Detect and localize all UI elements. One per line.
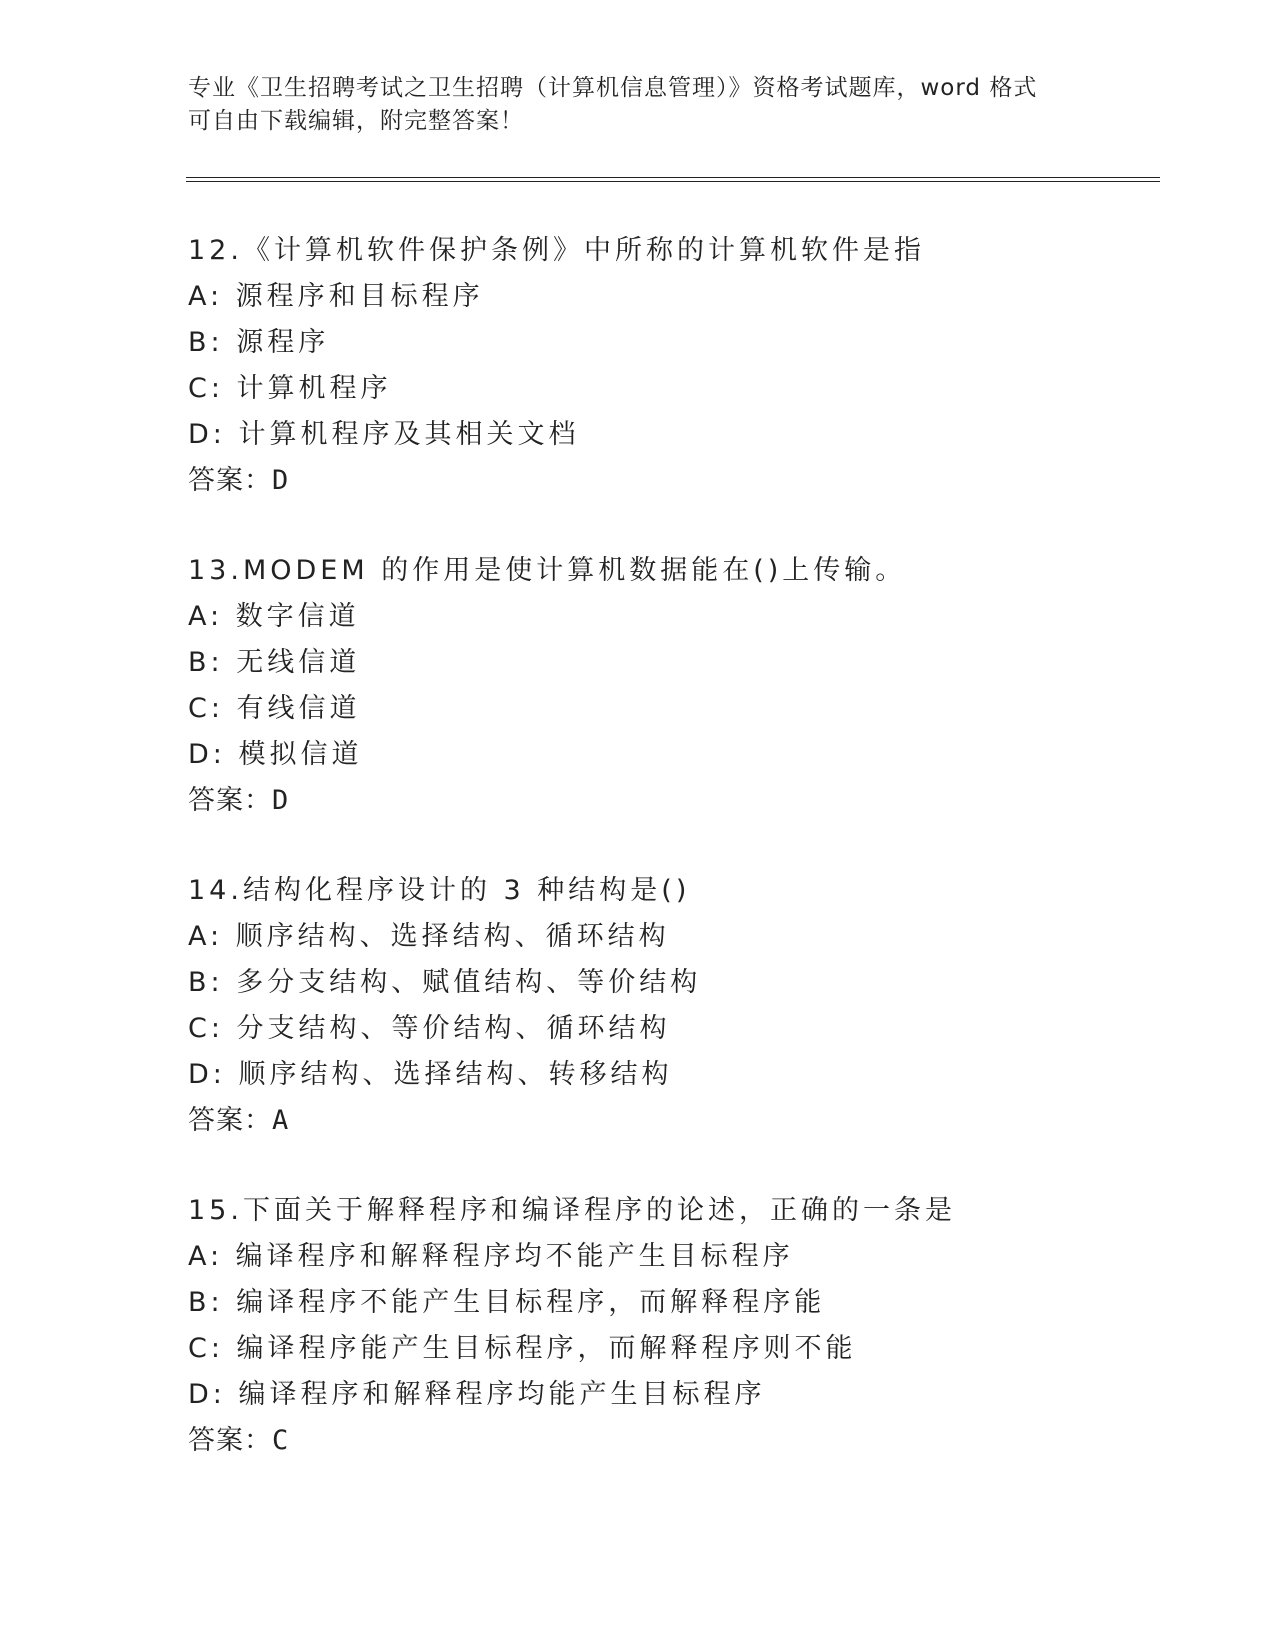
option-b: B: 源程序 [188, 327, 330, 358]
option-c: C: 有线信道 [188, 693, 361, 724]
option-d: D: 顺序结构、选择结构、转移结构 [188, 1059, 673, 1090]
answer-value: C [272, 1425, 290, 1456]
option-a: A: 源程序和目标程序 [188, 281, 484, 312]
header-divider [186, 177, 1160, 182]
option-b: B: 编译程序不能产生目标程序，而解释程序能 [188, 1287, 826, 1318]
question-stem: 15.下面关于解释程序和编译程序的论述，正确的一条是 [188, 1195, 956, 1226]
question-13 [188, 548, 1168, 824]
option-c: C: 分支结构、等价结构、循环结构 [188, 1013, 671, 1044]
answer-label: 答案： [188, 785, 272, 816]
header-line-1: 专业《卫生招聘考试之卫生招聘（计算机信息管理）》资格考试题库，word 格式 [188, 75, 1038, 101]
answer-line [188, 458, 1168, 504]
question-14 [188, 868, 1168, 1144]
answer-label: 答案： [188, 465, 272, 496]
answer-label: 答案： [188, 1105, 272, 1136]
answer-label: 答案： [188, 1425, 272, 1456]
document-header [188, 72, 1088, 138]
question-stem: 13.MODEM 的作用是使计算机数据能在()上传输。 [188, 555, 907, 586]
option-d: D: 编译程序和解释程序均能产生目标程序 [188, 1379, 766, 1410]
option-a: A: 数字信道 [188, 601, 360, 632]
option-d: D: 模拟信道 [188, 739, 363, 770]
option-d: D: 计算机程序及其相关文档 [188, 419, 580, 450]
option-b: B: 多分支结构、赋值结构、等价结构 [188, 967, 702, 998]
option-b: B: 无线信道 [188, 647, 361, 678]
option-a: A: 顺序结构、选择结构、循环结构 [188, 921, 670, 952]
answer-value: A [272, 1105, 290, 1136]
answer-line [188, 1418, 1168, 1464]
question-stem: 14.结构化程序设计的 3 种结构是() [188, 875, 691, 906]
option-c: C: 编译程序能产生目标程序，而解释程序则不能 [188, 1333, 857, 1364]
question-15 [188, 1188, 1168, 1464]
header-line-2: 可自由下载编辑，附完整答案！ [188, 108, 524, 134]
option-c: C: 计算机程序 [188, 373, 392, 404]
answer-value: D [272, 465, 290, 496]
question-12 [188, 228, 1168, 504]
answer-line [188, 1098, 1168, 1144]
option-a: A: 编译程序和解释程序均不能产生目标程序 [188, 1241, 794, 1272]
answer-line [188, 778, 1168, 824]
answer-value: D [272, 785, 290, 816]
question-stem: 12.《计算机软件保护条例》中所称的计算机软件是指 [188, 235, 925, 266]
